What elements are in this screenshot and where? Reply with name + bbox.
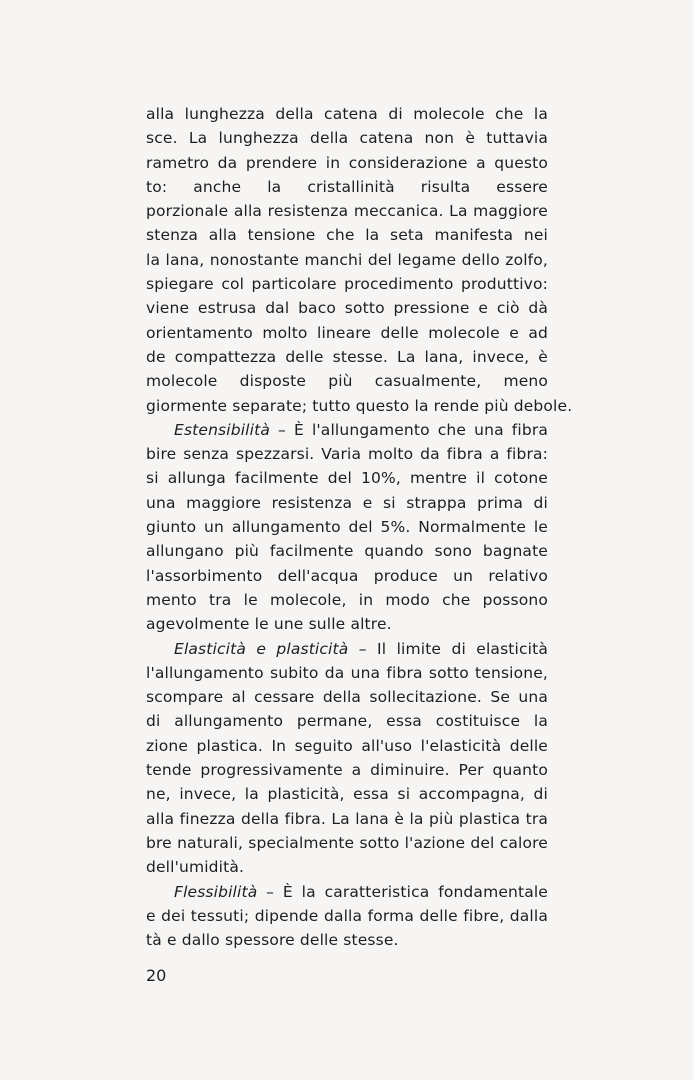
text-line: de compattezza delle stesse. La lana, invece, è bbox=[146, 347, 548, 366]
text-run: – Il limite di elasticità bbox=[358, 639, 548, 658]
text-line: mento tra le molecole, in modo che possono bbox=[146, 590, 548, 609]
paragraph-flexibility bbox=[146, 880, 548, 953]
text-line: to: anche la cristallinità risulta essere bbox=[146, 177, 548, 196]
term-extensibility: Estensibilità bbox=[174, 420, 270, 439]
paragraph-extensibility bbox=[146, 418, 548, 637]
text-line: giormente separate; tutto questo la rende più debole. bbox=[146, 396, 573, 415]
text-line: l'assorbimento dell'acqua produce un relativo bbox=[146, 566, 548, 585]
text-line: zione plastica. In seguito all'uso l'elasticità delle bbox=[146, 736, 548, 755]
text-line: agevolmente le une sulle altre. bbox=[146, 615, 392, 634]
text-line: alla finezza della fibra. La lana è la più plastica tra bbox=[146, 809, 548, 828]
paragraph-elasticity bbox=[146, 637, 548, 880]
paragraph-first-line bbox=[146, 418, 548, 442]
text-line: bre naturali, specialmente sotto l'azione del calore bbox=[146, 833, 548, 852]
text-run: – È l'allungamento che una fibra bbox=[278, 420, 548, 439]
text-line: molecole disposte più casualmente, meno bbox=[146, 372, 548, 391]
text-line: rametro da prendere in considerazione a questo bbox=[146, 153, 548, 172]
term-elasticity: Elasticità e plasticità bbox=[174, 639, 349, 658]
term-flexibility: Flessibilità bbox=[174, 882, 258, 901]
text-line: viene estrusa dal baco sotto pressione e ciò dà bbox=[146, 299, 548, 318]
paragraph-strength bbox=[146, 102, 573, 418]
paragraph-first-line bbox=[146, 880, 548, 904]
text-line: alla lunghezza della catena di molecole che la bbox=[146, 105, 548, 123]
paragraph-first-line bbox=[146, 637, 548, 661]
text-line: e dei tessuti; dipende dalla forma delle fibre, dalla bbox=[146, 906, 548, 925]
text-line: scompare al cessare della sollecitazione. Se una bbox=[146, 688, 548, 707]
text-line: di allungamento permane, essa costituisce la bbox=[146, 712, 548, 731]
text-line: stenza alla tensione che la seta manifesta nei bbox=[146, 226, 548, 245]
text-line: bire senza spezzarsi. Varia molto da fibra a fibra: bbox=[146, 445, 548, 464]
body-text bbox=[146, 102, 573, 952]
text-line: spiegare col particolare procedimento produttivo: bbox=[146, 275, 548, 294]
text-line: tende progressivamente a diminuire. Per quanto bbox=[146, 761, 548, 780]
text-line: l'allungamento subito da una fibra sotto tensione, bbox=[146, 663, 548, 682]
text-line: una maggiore resistenza e si strappa prima di bbox=[146, 493, 548, 512]
text-line: giunto un allungamento del 5%. Normalmente le bbox=[146, 518, 548, 537]
text-line: sce. La lunghezza della catena non è tuttavia bbox=[146, 129, 548, 148]
page-number: 20 bbox=[146, 966, 167, 985]
text-line: la lana, nonostante manchi del legame dello zolfo, bbox=[146, 250, 548, 269]
text-run: – È la caratteristica fondamentale bbox=[266, 882, 548, 901]
text-line: allungano più facilmente quando sono bagnate bbox=[146, 542, 548, 561]
text-line: porzionale alla resistenza meccanica. La maggiore bbox=[146, 202, 548, 221]
text-line: orientamento molto lineare delle molecole e ad bbox=[146, 323, 548, 342]
text-line: dell'umidità. bbox=[146, 858, 245, 877]
text-line: ne, invece, la plasticità, essa si accompagna, di bbox=[146, 785, 548, 804]
text-line: tà e dallo spessore delle stesse. bbox=[146, 931, 399, 950]
text-line: si allunga facilmente del 10%, mentre il cotone bbox=[146, 469, 548, 488]
